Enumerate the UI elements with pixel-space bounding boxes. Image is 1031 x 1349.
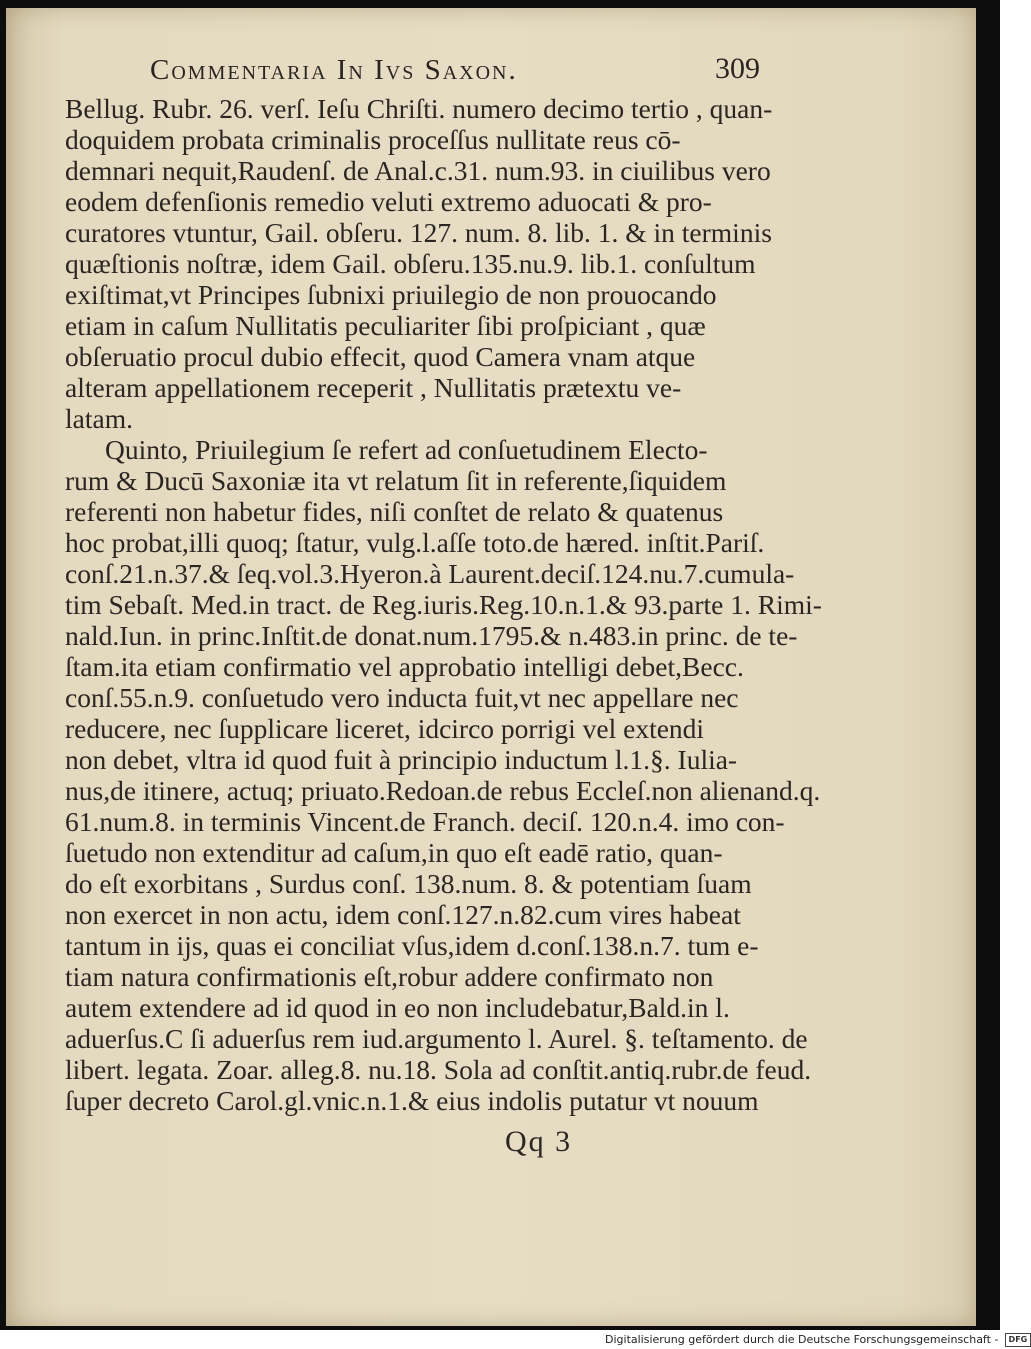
- text-line: quæſtionis noſtræ, idem Gail. obſeru.135.nu.9. lib.1. conſultum: [65, 248, 756, 279]
- text-line: ſuper decreto Carol.gl.vnic.n.1.& eius indolis putatur vt nouum: [65, 1085, 759, 1116]
- text-line: nald.Iun. in princ.Inſtit.de donat.num.1795.& n.483.in princ. de te-: [65, 620, 798, 651]
- footer-credit-text: Digitalisierung gefördert durch die Deutsche Forschungsgemeinschaft -: [605, 1333, 999, 1346]
- text-line: do eſt exorbitans , Surdus conſ. 138.num. 8. & potentiam ſuam: [65, 868, 752, 899]
- text-line: ſuetudo non extenditur ad caſum,in quo eſt eadē ratio, quan-: [65, 837, 723, 868]
- running-title: Commentaria In Ivs Saxon.: [150, 54, 518, 86]
- text-line: hoc probat,illi quoq; ſtatur, vulg.l.aſſe toto.de hæred. inſtit.Pariſ.: [65, 527, 765, 558]
- text-line: rum & Ducū Saxoniæ ita vt relatum ſit in referente,ſiquidem: [65, 465, 727, 496]
- text-line: ſtam.ita etiam confirmatio vel approbatio intelligi debet,Becc.: [65, 651, 744, 682]
- text-line: conſ.21.n.37.& ſeq.vol.3.Hyeron.à Laurent.deciſ.124.nu.7.cumula-: [65, 558, 795, 589]
- text-line: etiam in caſum Nullitatis peculiariter ſibi proſpiciant , quæ: [65, 310, 706, 341]
- text-line: aduerſus.C ſi aduerſus rem iud.argumento l. Aurel. §. teſtamento. de: [65, 1023, 808, 1054]
- text-line: latam.: [65, 403, 133, 434]
- text-line: eodem defenſionis remedio veluti extremo aduocati & pro-: [65, 186, 712, 217]
- text-line: demnari nequit,Raudenſ. de Anal.c.31. num.93. in ciuilibus vero: [65, 155, 771, 186]
- text-line: curatores vtuntur, Gail. obſeru. 127. num. 8. lib. 1. & in terminis: [65, 217, 772, 248]
- text-line: referenti non habetur fides, niſi conſtet de relato & quatenus: [65, 496, 724, 527]
- text-line: alteram appellationem receperit , Nullitatis prætextu ve-: [65, 372, 682, 403]
- text-line: 61.num.8. in terminis Vincent.de Franch. deciſ. 120.n.4. imo con-: [65, 806, 785, 837]
- text-line: doquidem probata criminalis proceſſus nullitate reus cō-: [65, 124, 681, 155]
- footer-credit: [605, 1333, 1028, 1349]
- text-line: non debet, vltra id quod fuit à principio inductum l.1.§. Iulia-: [65, 744, 738, 775]
- text-line: non exercet in non actu, idem conſ.127.n.82.cum vires habeat: [65, 899, 741, 930]
- text-line: Bellug. Rubr. 26. verſ. Ieſu Chriſti. numero decimo tertio , quan-: [65, 93, 773, 124]
- signature-mark: Qq 3: [505, 1125, 573, 1158]
- text-line: conſ.55.n.9. conſuetudo vero inducta fuit,vt nec appellare nec: [65, 682, 739, 713]
- page-number: 309: [715, 52, 760, 85]
- text-line: tantum in ijs, quas ei conciliat vſus,idem d.conſ.138.n.7. tum e-: [65, 930, 759, 961]
- text-line: reducere, nec ſupplicare liceret, idcirco porrigi vel extendi: [65, 713, 705, 744]
- text-line: tim Sebaſt. Med.in tract. de Reg.iuris.Reg.10.n.1.& 93.parte 1. Rimi-: [65, 589, 822, 620]
- text-line: exiſtimat,vt Principes ſubnixi priuilegio de non prouocando: [65, 279, 717, 310]
- dfg-logo-icon: DFG: [1005, 1333, 1031, 1347]
- text-line: nus,de itinere, actuq; priuato.Redoan.de rebus Eccleſ.non alienand.q.: [65, 775, 821, 806]
- text-line: libert. legata. Zoar. alleg.8. nu.18. Sola ad conſtit.antiq.rubr.de feud.: [65, 1054, 812, 1085]
- text-line: autem extendere ad id quod in eo non includebatur,Bald.in l.: [65, 992, 730, 1023]
- text-line: tiam natura confirmationis eſt,robur addere confirmato non: [65, 961, 714, 992]
- text-line: obſeruatio procul dubio effecit, quod Camera vnam atque: [65, 341, 696, 372]
- paragraph-start-line: Quinto, Priuilegium ſe refert ad conſuetudinem Electo-: [105, 434, 708, 465]
